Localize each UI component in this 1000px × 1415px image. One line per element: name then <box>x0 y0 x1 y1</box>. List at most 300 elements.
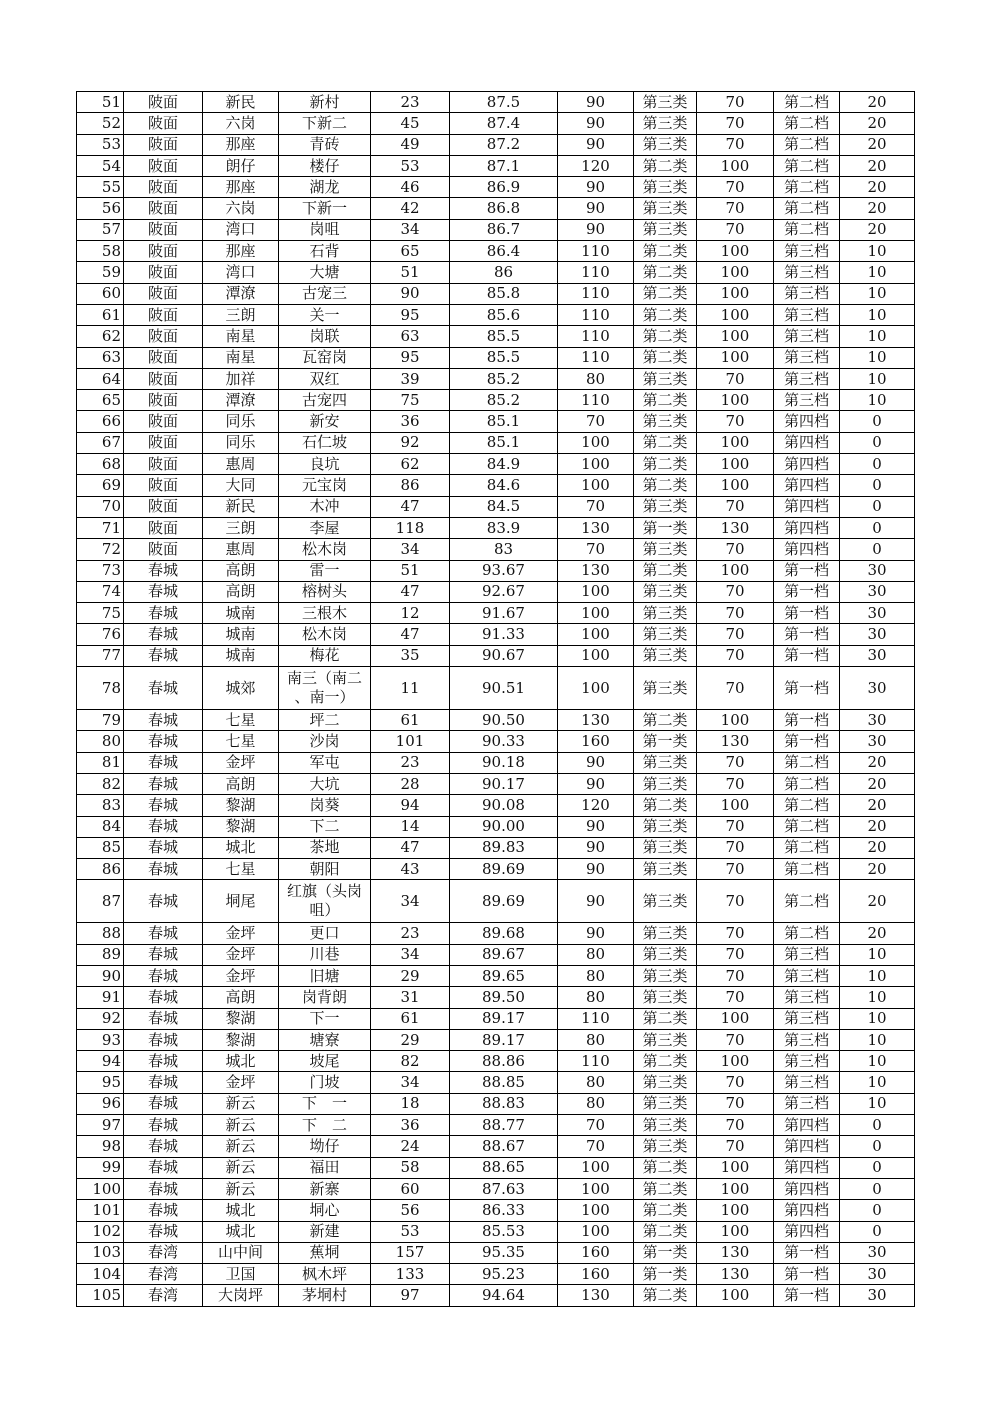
cell-points: 0 <box>840 1115 915 1136</box>
cell-town: 陂面 <box>124 262 203 283</box>
cell-standard: 100 <box>697 283 774 304</box>
cell-village-committee: 金坪 <box>203 923 279 944</box>
cell-points: 0 <box>840 517 915 538</box>
table-row <box>77 773 915 794</box>
cell-village-group: 新建 <box>279 1221 371 1242</box>
cell-town: 陂面 <box>124 390 203 411</box>
cell-row-number: 80 <box>77 731 124 752</box>
cell-category: 第二类 <box>634 795 697 816</box>
cell-standard: 70 <box>697 411 774 432</box>
cell-amount: 100 <box>558 475 634 496</box>
cell-count: 97 <box>371 1285 450 1306</box>
cell-village-committee: 城南 <box>203 624 279 645</box>
cell-count: 65 <box>371 241 450 262</box>
cell-village-committee: 高朗 <box>203 773 279 794</box>
cell-score: 83.9 <box>450 517 558 538</box>
cell-points: 0 <box>840 1200 915 1221</box>
cell-standard: 70 <box>697 624 774 645</box>
cell-tier: 第二档 <box>774 923 840 944</box>
cell-village-group: 三根木 <box>279 603 371 624</box>
cell-standard: 70 <box>697 134 774 155</box>
table-row <box>77 347 915 368</box>
table-row <box>77 1285 915 1306</box>
cell-points: 10 <box>840 1029 915 1050</box>
cell-category: 第一类 <box>634 1242 697 1263</box>
cell-row-number: 81 <box>77 752 124 773</box>
cell-points: 20 <box>840 816 915 837</box>
cell-count: 90 <box>371 283 450 304</box>
cell-standard: 130 <box>697 1242 774 1263</box>
cell-score: 90.17 <box>450 773 558 794</box>
cell-amount: 80 <box>558 1072 634 1093</box>
cell-town: 陂面 <box>124 326 203 347</box>
cell-amount: 90 <box>558 923 634 944</box>
cell-village-group: 茶地 <box>279 837 371 858</box>
cell-amount: 70 <box>558 1115 634 1136</box>
cell-village-group: 关一 <box>279 304 371 325</box>
cell-amount: 100 <box>558 581 634 602</box>
cell-points: 0 <box>840 1136 915 1157</box>
table-row <box>77 581 915 602</box>
cell-village-group: 坳仔 <box>279 1136 371 1157</box>
cell-village-group: 更口 <box>279 923 371 944</box>
cell-category: 第一类 <box>634 517 697 538</box>
cell-village-group: 旧塘 <box>279 965 371 986</box>
cell-village-group: 梅花 <box>279 645 371 666</box>
cell-standard: 100 <box>697 560 774 581</box>
cell-count: 157 <box>371 1242 450 1263</box>
cell-standard: 100 <box>697 432 774 453</box>
cell-town: 陂面 <box>124 517 203 538</box>
cell-amount: 90 <box>558 880 634 923</box>
cell-row-number: 71 <box>77 517 124 538</box>
cell-row-number: 76 <box>77 624 124 645</box>
cell-village-committee: 湾口 <box>203 219 279 240</box>
cell-town: 陂面 <box>124 219 203 240</box>
cell-town: 陂面 <box>124 134 203 155</box>
cell-category: 第二类 <box>634 1178 697 1199</box>
cell-score: 90.33 <box>450 731 558 752</box>
cell-row-number: 102 <box>77 1221 124 1242</box>
cell-score: 89.50 <box>450 987 558 1008</box>
cell-category: 第三类 <box>634 1136 697 1157</box>
cell-town: 春湾 <box>124 1285 203 1306</box>
cell-village-committee: 城南 <box>203 603 279 624</box>
cell-score: 86.7 <box>450 219 558 240</box>
cell-row-number: 90 <box>77 965 124 986</box>
cell-row-number: 91 <box>77 987 124 1008</box>
cell-count: 95 <box>371 347 450 368</box>
cell-score: 85.8 <box>450 283 558 304</box>
cell-row-number: 78 <box>77 667 124 710</box>
cell-village-group: 大坑 <box>279 773 371 794</box>
cell-count: 12 <box>371 603 450 624</box>
cell-village-group: 石背 <box>279 241 371 262</box>
cell-category: 第三类 <box>634 113 697 134</box>
cell-row-number: 85 <box>77 837 124 858</box>
cell-category: 第三类 <box>634 752 697 773</box>
cell-tier: 第一档 <box>774 731 840 752</box>
table-row <box>77 560 915 581</box>
cell-village-group: 岗联 <box>279 326 371 347</box>
cell-standard: 70 <box>697 1115 774 1136</box>
cell-village-committee: 新云 <box>203 1178 279 1199</box>
cell-village-group: 岗葵 <box>279 795 371 816</box>
cell-count: 63 <box>371 326 450 347</box>
cell-town: 春城 <box>124 1200 203 1221</box>
cell-town: 春湾 <box>124 1242 203 1263</box>
cell-count: 62 <box>371 454 450 475</box>
cell-village-committee: 湾口 <box>203 262 279 283</box>
cell-row-number: 54 <box>77 155 124 176</box>
table-row <box>77 1115 915 1136</box>
cell-count: 95 <box>371 304 450 325</box>
cell-tier: 第一档 <box>774 560 840 581</box>
cell-village-committee: 六岗 <box>203 198 279 219</box>
cell-tier: 第一档 <box>774 1242 840 1263</box>
cell-category: 第三类 <box>634 965 697 986</box>
table-row <box>77 603 915 624</box>
table-row <box>77 517 915 538</box>
cell-town: 陂面 <box>124 283 203 304</box>
cell-standard: 70 <box>697 368 774 389</box>
cell-standard: 100 <box>697 390 774 411</box>
cell-amount: 110 <box>558 283 634 304</box>
cell-village-group: 新村 <box>279 92 371 113</box>
cell-category: 第二类 <box>634 262 697 283</box>
table-row <box>77 987 915 1008</box>
cell-row-number: 70 <box>77 496 124 517</box>
cell-tier: 第三档 <box>774 390 840 411</box>
cell-count: 28 <box>371 773 450 794</box>
cell-standard: 100 <box>697 326 774 347</box>
cell-score: 88.83 <box>450 1093 558 1114</box>
cell-village-committee: 朗仔 <box>203 155 279 176</box>
cell-score: 89.68 <box>450 923 558 944</box>
cell-category: 第三类 <box>634 219 697 240</box>
cell-score: 83 <box>450 539 558 560</box>
cell-category: 第三类 <box>634 368 697 389</box>
cell-standard: 70 <box>697 816 774 837</box>
table-row <box>77 1242 915 1263</box>
cell-amount: 90 <box>558 752 634 773</box>
cell-count: 39 <box>371 368 450 389</box>
cell-amount: 160 <box>558 731 634 752</box>
cell-amount: 160 <box>558 1242 634 1263</box>
cell-town: 陂面 <box>124 177 203 198</box>
cell-points: 10 <box>840 347 915 368</box>
cell-standard: 100 <box>697 454 774 475</box>
cell-count: 46 <box>371 177 450 198</box>
cell-town: 陂面 <box>124 155 203 176</box>
cell-tier: 第二档 <box>774 92 840 113</box>
cell-town: 陂面 <box>124 347 203 368</box>
cell-category: 第二类 <box>634 347 697 368</box>
cell-village-committee: 山中间 <box>203 1242 279 1263</box>
cell-tier: 第二档 <box>774 816 840 837</box>
cell-row-number: 99 <box>77 1157 124 1178</box>
cell-row-number: 67 <box>77 432 124 453</box>
cell-town: 陂面 <box>124 475 203 496</box>
cell-category: 第三类 <box>634 603 697 624</box>
table-row <box>77 944 915 965</box>
cell-count: 23 <box>371 923 450 944</box>
cell-tier: 第二档 <box>774 837 840 858</box>
table-row <box>77 1264 915 1285</box>
table-row <box>77 965 915 986</box>
cell-tier: 第一档 <box>774 1285 840 1306</box>
cell-village-group: 下二 <box>279 816 371 837</box>
cell-points: 20 <box>840 752 915 773</box>
cell-amount: 90 <box>558 773 634 794</box>
cell-score: 86.8 <box>450 198 558 219</box>
cell-town: 陂面 <box>124 411 203 432</box>
cell-town: 春城 <box>124 1051 203 1072</box>
cell-row-number: 88 <box>77 923 124 944</box>
cell-village-group: 良坑 <box>279 454 371 475</box>
cell-points: 20 <box>840 219 915 240</box>
cell-town: 春城 <box>124 944 203 965</box>
cell-points: 30 <box>840 624 915 645</box>
cell-village-committee: 惠周 <box>203 454 279 475</box>
cell-category: 第三类 <box>634 581 697 602</box>
cell-village-group: 大塘 <box>279 262 371 283</box>
cell-category: 第三类 <box>634 539 697 560</box>
cell-row-number: 94 <box>77 1051 124 1072</box>
cell-tier: 第四档 <box>774 432 840 453</box>
cell-category: 第三类 <box>634 411 697 432</box>
cell-village-group: 松木岗 <box>279 539 371 560</box>
table-row <box>77 432 915 453</box>
cell-score: 90.08 <box>450 795 558 816</box>
cell-points: 0 <box>840 1221 915 1242</box>
cell-points: 20 <box>840 155 915 176</box>
table-row <box>77 1051 915 1072</box>
cell-standard: 100 <box>697 475 774 496</box>
cell-score: 85.53 <box>450 1221 558 1242</box>
cell-village-committee: 金坪 <box>203 965 279 986</box>
cell-village-committee: 加祥 <box>203 368 279 389</box>
cell-village-group: 雷一 <box>279 560 371 581</box>
cell-town: 陂面 <box>124 198 203 219</box>
cell-standard: 130 <box>697 731 774 752</box>
cell-points: 30 <box>840 581 915 602</box>
cell-count: 14 <box>371 816 450 837</box>
cell-town: 春城 <box>124 560 203 581</box>
cell-town: 春城 <box>124 667 203 710</box>
cell-points: 0 <box>840 411 915 432</box>
cell-standard: 70 <box>697 581 774 602</box>
cell-score: 92.67 <box>450 581 558 602</box>
cell-tier: 第三档 <box>774 326 840 347</box>
cell-score: 88.86 <box>450 1051 558 1072</box>
cell-tier: 第三档 <box>774 987 840 1008</box>
cell-score: 90.18 <box>450 752 558 773</box>
cell-village-group: 古宠三 <box>279 283 371 304</box>
cell-village-committee: 那座 <box>203 134 279 155</box>
cell-tier: 第三档 <box>774 1093 840 1114</box>
cell-standard: 70 <box>697 1136 774 1157</box>
cell-tier: 第四档 <box>774 1115 840 1136</box>
cell-points: 20 <box>840 134 915 155</box>
cell-amount: 90 <box>558 859 634 880</box>
cell-points: 10 <box>840 283 915 304</box>
cell-village-committee: 惠周 <box>203 539 279 560</box>
cell-count: 51 <box>371 560 450 581</box>
cell-points: 0 <box>840 1178 915 1199</box>
cell-town: 春城 <box>124 923 203 944</box>
cell-town: 春城 <box>124 1136 203 1157</box>
cell-town: 春城 <box>124 795 203 816</box>
cell-category: 第二类 <box>634 1200 697 1221</box>
cell-village-group: 元宝岗 <box>279 475 371 496</box>
cell-town: 春城 <box>124 1029 203 1050</box>
cell-village-group: 榕树头 <box>279 581 371 602</box>
cell-row-number: 74 <box>77 581 124 602</box>
cell-tier: 第二档 <box>774 113 840 134</box>
cell-amount: 70 <box>558 411 634 432</box>
table-row <box>77 1072 915 1093</box>
cell-row-number: 57 <box>77 219 124 240</box>
cell-amount: 80 <box>558 1093 634 1114</box>
cell-amount: 70 <box>558 1136 634 1157</box>
cell-row-number: 58 <box>77 241 124 262</box>
cell-standard: 100 <box>697 155 774 176</box>
cell-points: 30 <box>840 710 915 731</box>
cell-score: 90.50 <box>450 710 558 731</box>
cell-village-committee: 黎湖 <box>203 1029 279 1050</box>
cell-score: 85.1 <box>450 411 558 432</box>
cell-village-group: 茅垌村 <box>279 1285 371 1306</box>
cell-count: 34 <box>371 1072 450 1093</box>
cell-count: 42 <box>371 198 450 219</box>
cell-village-committee: 六岗 <box>203 113 279 134</box>
cell-village-committee: 新民 <box>203 92 279 113</box>
cell-points: 30 <box>840 1264 915 1285</box>
cell-row-number: 51 <box>77 92 124 113</box>
cell-tier: 第四档 <box>774 475 840 496</box>
cell-row-number: 66 <box>77 411 124 432</box>
cell-village-committee: 黎湖 <box>203 1008 279 1029</box>
cell-village-committee: 那座 <box>203 177 279 198</box>
cell-town: 春城 <box>124 624 203 645</box>
cell-town: 春城 <box>124 1221 203 1242</box>
cell-count: 61 <box>371 710 450 731</box>
cell-standard: 130 <box>697 517 774 538</box>
cell-count: 45 <box>371 113 450 134</box>
cell-count: 23 <box>371 92 450 113</box>
cell-standard: 100 <box>697 1051 774 1072</box>
cell-row-number: 95 <box>77 1072 124 1093</box>
cell-village-committee: 城北 <box>203 837 279 858</box>
cell-score: 86 <box>450 262 558 283</box>
cell-count: 61 <box>371 1008 450 1029</box>
cell-score: 87.1 <box>450 155 558 176</box>
table-row <box>77 134 915 155</box>
cell-amount: 160 <box>558 1264 634 1285</box>
cell-village-group: 李屋 <box>279 517 371 538</box>
cell-standard: 70 <box>697 645 774 666</box>
cell-tier: 第三档 <box>774 304 840 325</box>
cell-score: 94.64 <box>450 1285 558 1306</box>
cell-points: 10 <box>840 1072 915 1093</box>
cell-standard: 70 <box>697 859 774 880</box>
cell-village-committee: 同乐 <box>203 411 279 432</box>
cell-tier: 第二档 <box>774 177 840 198</box>
cell-score: 93.67 <box>450 560 558 581</box>
cell-count: 58 <box>371 1157 450 1178</box>
cell-amount: 100 <box>558 645 634 666</box>
cell-score: 91.67 <box>450 603 558 624</box>
cell-points: 10 <box>840 987 915 1008</box>
cell-count: 36 <box>371 411 450 432</box>
cell-category: 第二类 <box>634 241 697 262</box>
cell-village-committee: 南星 <box>203 347 279 368</box>
cell-amount: 90 <box>558 219 634 240</box>
table-row <box>77 92 915 113</box>
cell-score: 89.67 <box>450 944 558 965</box>
cell-town: 陂面 <box>124 241 203 262</box>
cell-row-number: 92 <box>77 1008 124 1029</box>
cell-category: 第三类 <box>634 859 697 880</box>
cell-points: 30 <box>840 731 915 752</box>
cell-count: 75 <box>371 390 450 411</box>
table-row <box>77 816 915 837</box>
cell-row-number: 82 <box>77 773 124 794</box>
cell-tier: 第三档 <box>774 262 840 283</box>
cell-standard: 70 <box>697 1072 774 1093</box>
cell-village-group: 红旗（头岗 咀） <box>279 880 371 923</box>
cell-points: 20 <box>840 92 915 113</box>
cell-tier: 第一档 <box>774 710 840 731</box>
cell-score: 84.5 <box>450 496 558 517</box>
cell-points: 10 <box>840 368 915 389</box>
cell-category: 第一类 <box>634 731 697 752</box>
cell-village-committee: 那座 <box>203 241 279 262</box>
cell-row-number: 98 <box>77 1136 124 1157</box>
cell-score: 89.83 <box>450 837 558 858</box>
cell-standard: 70 <box>697 987 774 1008</box>
cell-standard: 70 <box>697 92 774 113</box>
cell-amount: 100 <box>558 624 634 645</box>
cell-village-committee: 高朗 <box>203 987 279 1008</box>
table-row <box>77 795 915 816</box>
cell-town: 春城 <box>124 1093 203 1114</box>
cell-standard: 70 <box>697 198 774 219</box>
cell-amount: 110 <box>558 241 634 262</box>
cell-amount: 90 <box>558 177 634 198</box>
cell-town: 春城 <box>124 816 203 837</box>
cell-category: 第三类 <box>634 624 697 645</box>
cell-standard: 100 <box>697 710 774 731</box>
cell-town: 陂面 <box>124 432 203 453</box>
cell-score: 86.9 <box>450 177 558 198</box>
cell-count: 29 <box>371 1029 450 1050</box>
cell-amount: 110 <box>558 1008 634 1029</box>
table-row <box>77 304 915 325</box>
cell-points: 30 <box>840 560 915 581</box>
cell-points: 10 <box>840 1093 915 1114</box>
cell-category: 第三类 <box>634 1072 697 1093</box>
cell-town: 春城 <box>124 752 203 773</box>
table-row <box>77 837 915 858</box>
cell-points: 20 <box>840 795 915 816</box>
table-row <box>77 198 915 219</box>
cell-village-group: 下新一 <box>279 198 371 219</box>
cell-village-committee: 七星 <box>203 859 279 880</box>
cell-row-number: 103 <box>77 1242 124 1263</box>
table-row <box>77 645 915 666</box>
